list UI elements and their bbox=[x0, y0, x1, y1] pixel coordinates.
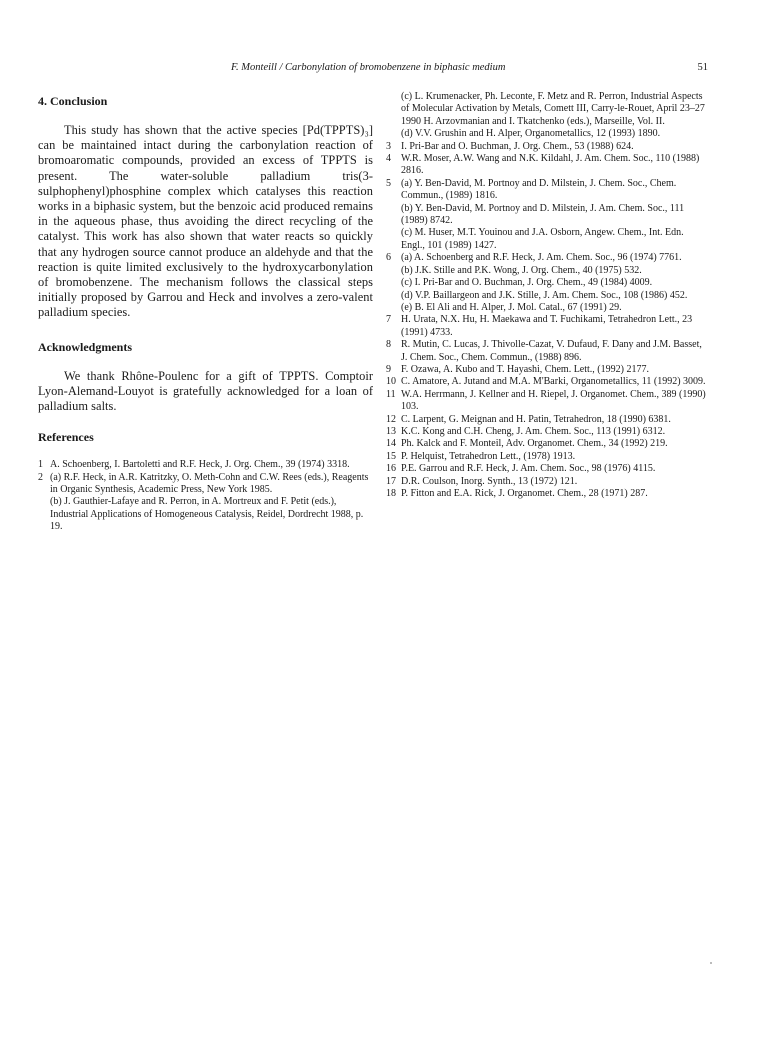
reference-text: K.C. Kong and C.H. Cheng, J. Am. Chem. Soc., 113 (1991) 6312. bbox=[401, 425, 666, 437]
reference-number: 9 bbox=[386, 363, 391, 375]
reference-text: (e) B. El Ali and H. Alper, J. Mol. Catal., 67 (1991) 29. bbox=[401, 301, 622, 313]
reference-text: (a) A. Schoenberg and R.F. Heck, J. Am. Chem. Soc., 96 (1974) 7761. bbox=[401, 252, 682, 264]
reference-item bbox=[386, 339, 710, 364]
references-heading: References bbox=[38, 430, 94, 445]
reference-continuation bbox=[386, 91, 710, 141]
reference-item bbox=[386, 463, 710, 475]
reference-text: C. Larpent, G. Meignan and H. Patin, Tetrahedron, 18 (1990) 6381. bbox=[401, 413, 671, 425]
reference-text: A. Schoenberg, I. Bartoletti and R.F. Heck, J. Org. Chem., 39 (1974) 3318. bbox=[50, 459, 350, 471]
reference-text: (c) I. Pri-Bar and O. Buchman, J. Org. Chem., 49 (1984) 4009. bbox=[401, 277, 653, 289]
conclusion-heading: 4. Conclusion bbox=[38, 94, 108, 108]
reference-number: 10 bbox=[386, 376, 396, 388]
reference-text: D.R. Coulson, Inorg. Synth., 13 (1972) 121. bbox=[401, 475, 578, 487]
reference-item bbox=[386, 476, 710, 488]
reference-item bbox=[386, 438, 710, 450]
running-header bbox=[0, 62, 768, 78]
page-number: 51 bbox=[697, 62, 708, 73]
reference-text: (d) V.V. Grushin and H. Alper, Organometallics, 12 (1993) 1890. bbox=[401, 128, 661, 140]
reference-number: 3 bbox=[386, 140, 391, 152]
reference-text: F. Ozawa, A. Kubo and T. Hayashi, Chem. Lett., (1992) 2177. bbox=[401, 363, 649, 375]
reference-item bbox=[38, 459, 373, 471]
reference-text: H. Urata, N.X. Hu, H. Maekawa and T. Fuchikami, Tetrahedron Lett., 23 (1991) 4733. bbox=[401, 314, 693, 338]
left-column bbox=[38, 94, 373, 534]
reference-number: 6 bbox=[386, 252, 391, 264]
reference-number: 15 bbox=[386, 450, 396, 462]
reference-number: 13 bbox=[386, 425, 396, 437]
reference-text: R. Mutin, C. Lucas, J. Thivolle-Cazat, V. Dufaud, F. Dany and J.M. Basset, J. Chem. Soc., Chem. Commun., (1988) 896. bbox=[401, 339, 702, 363]
reference-item bbox=[386, 252, 710, 314]
reference-text: P.E. Garrou and R.F. Heck, J. Am. Chem. Soc., 98 (1976) 4115. bbox=[401, 463, 656, 475]
reference-text: Ph. Kalck and F. Monteil, Adv. Organomet. Chem., 34 (1992) 219. bbox=[401, 438, 668, 450]
acknowledgments-heading: Acknowledgments bbox=[38, 339, 133, 354]
conclusion-paragraph: This study has shown that the active species [Pd(TPPTS)₃] can be maintained intact during the carbonylation reaction of bromoaromatic compounds, provided an excess of TPPTS is present. The water-soluble palladium tris(3-sulphophenyl)phosphine complex which catalyses this reaction works in a biphasic system, but the benzoic acid produced remains in the aqueous phase, thus avoiding the direct recycling of the catalyst. This work has also shown that water reacts so quickly that any hydrogen source cannot produce an aldehyde and that the reaction is quite limited exclusively to the hydroxycarbonylation of bromobenzene. The mechanism follows the classical steps initially proposed by Garrou and Heck and involves a zero-valent palladium species. bbox=[38, 123, 373, 320]
reference-number: 5 bbox=[386, 177, 391, 189]
reference-number: 17 bbox=[386, 475, 396, 487]
reference-text: W.A. Herrmann, J. Kellner and H. Riepel, J. Organomet. Chem., 389 (1990) 103. bbox=[401, 388, 706, 413]
reference-number: 16 bbox=[386, 463, 396, 475]
reference-number: 7 bbox=[386, 314, 391, 326]
reference-item bbox=[386, 141, 710, 153]
reference-text: (c) M. Huser, M.T. Youinou and J.A. Osborn, Angew. Chem., Int. Edn. Engl., 101 (1989) 1427. bbox=[401, 227, 684, 251]
reference-number: 2 bbox=[38, 471, 43, 483]
reference-item bbox=[386, 426, 710, 438]
reference-list-left bbox=[38, 459, 373, 533]
reference-number: 1 bbox=[38, 459, 43, 471]
reference-number: 12 bbox=[386, 413, 396, 425]
scan-speck bbox=[710, 962, 712, 964]
reference-list-right bbox=[386, 141, 710, 501]
reference-item bbox=[38, 472, 373, 534]
reference-item bbox=[386, 376, 710, 388]
reference-item bbox=[386, 153, 710, 178]
reference-number: 11 bbox=[386, 388, 396, 400]
reference-text: (d) V.P. Baillargeon and J.K. Stille, J. Am. Chem. Soc., 108 (1986) 452. bbox=[401, 289, 688, 301]
reference-number: 8 bbox=[386, 339, 391, 351]
reference-number: 4 bbox=[386, 153, 391, 165]
reference-text: I. Pri-Bar and O. Buchman, J. Org. Chem., 53 (1988) 624. bbox=[401, 140, 634, 152]
reference-item bbox=[386, 364, 710, 376]
reference-item bbox=[386, 451, 710, 463]
reference-text: (b) J.K. Stille and P.K. Wong, J. Org. Chem., 40 (1975) 532. bbox=[401, 264, 642, 276]
reference-item bbox=[386, 314, 710, 339]
reference-item bbox=[386, 488, 710, 500]
reference-text: (b) J. Gauthier-Lafaye and R. Perron, in A. Mortreux and F. Petit (eds.), Industrial Applications of Homogeneous Catalysis, Reidel, Dordrecht 1988, p. 19. bbox=[50, 496, 364, 533]
reference-text: P. Helquist, Tetrahedron Lett., (1978) 1913. bbox=[401, 450, 576, 462]
reference-text: (a) R.F. Heck, in A.R. Katritzky, O. Meth-Cohn and C.W. Rees (eds.), Reagents in Organic Synthesis, Academic Press, New York 1985. bbox=[50, 471, 369, 496]
reference-number: 14 bbox=[386, 438, 396, 450]
right-column bbox=[386, 91, 710, 500]
reference-item bbox=[386, 414, 710, 426]
reference-text: C. Amatore, A. Jutand and M.A. M'Barki, Organometallics, 11 (1992) 3009. bbox=[401, 376, 706, 388]
acknowledgments-paragraph: We thank Rhône-Poulenc for a gift of TPPTS. Comptoir Lyon-Alemand-Louyot is gratefully acknowledged for a loan of palladium salts. bbox=[38, 368, 373, 414]
reference-item bbox=[386, 178, 710, 252]
reference-number: 18 bbox=[386, 488, 396, 499]
reference-text: (b) Y. Ben-David, M. Portnoy and D. Milstein, J. Am. Chem. Soc., 111 (1989) 8742. bbox=[401, 202, 685, 227]
reference-text: (a) Y. Ben-David, M. Portnoy and D. Milstein, J. Chem. Soc., Chem. Commun., (1989) 1816. bbox=[401, 177, 677, 202]
running-title: F. Monteill / Carbonylation of bromobenzene in biphasic medium bbox=[231, 62, 506, 73]
reference-text: W.R. Moser, A.W. Wang and N.K. Kildahl, J. Am. Chem. Soc., 110 (1988) 2816. bbox=[401, 153, 700, 177]
reference-text: (c) L. Krumenacker, Ph. Leconte, F. Metz and R. Perron, Industrial Aspects of Molecular Activation by Metals, Comett III, Carry-le-Rouet, April 23–27 1990 H. Arzovmanian and I. Tkatchenko (eds.), Marseille, Vol. II. bbox=[401, 91, 705, 127]
reference-item bbox=[386, 389, 710, 414]
reference-text: P. Fitton and E.A. Rick, J. Organomet. Chem., 28 (1971) 287. bbox=[401, 488, 648, 499]
